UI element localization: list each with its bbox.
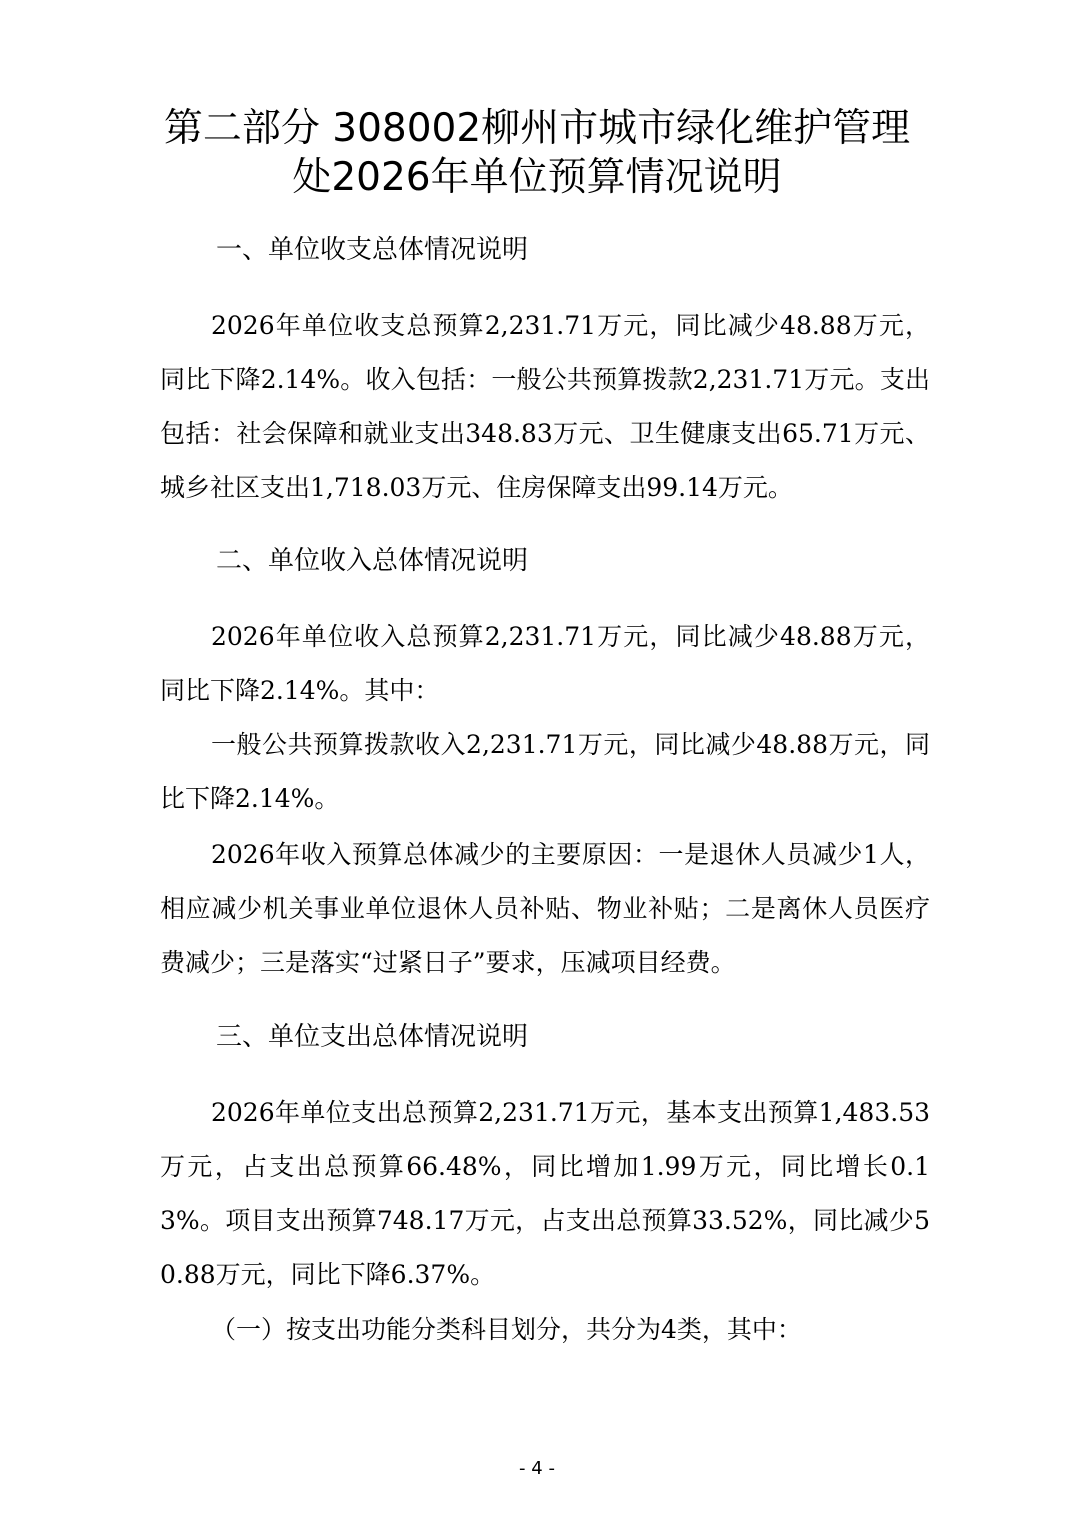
section-3-paragraph-2: （一）按支出功能分类科目划分，共分为4类，其中： (211, 1315, 802, 1344)
section-2-paragraph-1: 2026年单位收入总预算2,231.71万元，同比减少48.88万元，同比下降2.14%。其中： (160, 622, 930, 705)
page-number: - 4 - (519, 1458, 555, 1479)
section-2-paragraph-3: 2026年收入预算总体减少的主要原因：一是退休人员减少1人，相应减少机关事业单位退休人员补贴、物业补贴；二是离休人员医疗费减少；三是落实“过紧日子”要求，压减项目经费。 (160, 840, 930, 977)
section-heading-1: 一、单位收支总体情况说明 (216, 235, 529, 265)
section-heading-2: 二、单位收入总体情况说明 (216, 546, 529, 576)
page-title-line-2: 处2026年单位预算情况说明 (292, 155, 782, 200)
section-2-paragraph-2: 一般公共预算拨款收入2,231.71万元，同比减少48.88万元，同比下降2.14%。 (160, 730, 930, 813)
section-heading-3: 三、单位支出总体情况说明 (216, 1022, 529, 1052)
page-title-line-1: 第二部分 308002柳州市城市绿化维护管理 (163, 106, 911, 151)
page-title (150, 104, 924, 202)
section-3-paragraph-1: 2026年单位支出总预算2,231.71万元，基本支出预算1,483.53万元，占支出总预算66.48%，同比增加1.99万元，同比增长0.13%。项目支出预算748.17万元，占支出总预算33.52%，同比减少50.88万元，同比下降6.37%。 (160, 1098, 930, 1289)
section-1-paragraph-1: 2026年单位收支总预算2,231.71万元，同比减少48.88万元，同比下降2.14%。收入包括：一般公共预算拨款2,231.71万元。支出包括：社会保障和就业支出348.83万元、卫生健康支出65.71万元、城乡社区支出1,718.03万元、住房保障支出99.14万元。 (160, 311, 930, 502)
